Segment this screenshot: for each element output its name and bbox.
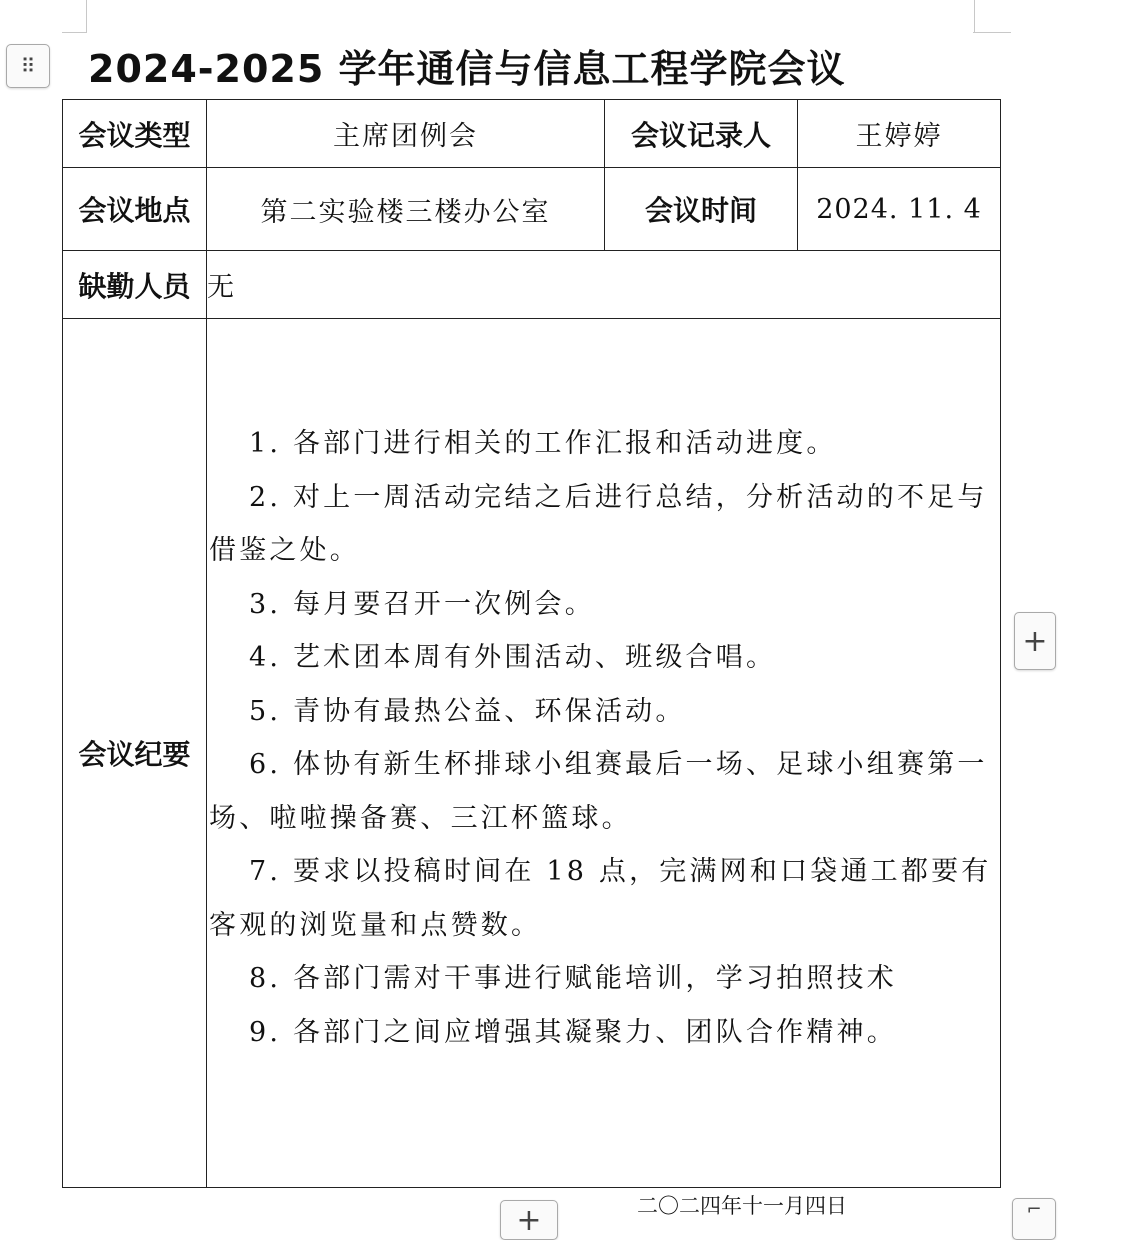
meeting-table <box>62 99 1001 1188</box>
table-row <box>63 100 1001 168</box>
minutes-item: 9. 各部门之间应增强其凝聚力、团队合作精神。 <box>249 1016 897 1048</box>
table-drag-handle[interactable] <box>6 44 50 88</box>
minutes-item: 8. 各部门需对干事进行赋能培训，学习拍照技术 <box>249 963 897 994</box>
meeting-type-value[interactable]: 主席团例会 <box>207 100 605 168</box>
minutes-item: 3. 每月要召开一次例会。 <box>249 588 595 620</box>
recorder-label: 会议记录人 <box>605 100 798 168</box>
absent-label: 缺勤人员 <box>63 251 207 319</box>
table-row <box>63 168 1001 251</box>
meeting-type-label: 会议类型 <box>63 100 207 168</box>
minutes-cell[interactable] <box>207 319 1001 1188</box>
absent-value[interactable]: 无 <box>207 251 1001 319</box>
drag-handle-icon: ⠿ <box>20 54 36 78</box>
time-value[interactable]: 2024. 11. 4 <box>798 168 1001 251</box>
minutes-item: 2. 对上一周活动完结之后进行总结，分析活动的不足与借鉴之处。 <box>209 481 988 566</box>
table-row <box>63 251 1001 319</box>
minutes-item: 7. 要求以投稿时间在 18 点，完满网和口袋通工都要有客观的浏览量和点赞数。 <box>209 856 992 941</box>
location-value[interactable]: 第二实验楼三楼办公室 <box>207 168 605 251</box>
page-corner-mark <box>62 32 87 34</box>
time-label: 会议时间 <box>605 168 798 251</box>
add-row-button[interactable] <box>500 1200 558 1240</box>
plus-icon: + <box>516 1203 542 1238</box>
minutes-item: 4. 艺术团本周有外围活动、班级合唱。 <box>249 642 777 673</box>
document-title: 2024-2025 学年通信与信息工程学院会议 <box>88 47 846 91</box>
minutes-list <box>207 319 1000 1059</box>
table-corner-icon: ⌐ <box>1026 1199 1042 1220</box>
page-corner-mark <box>973 0 975 33</box>
page-corner-mark <box>973 32 1011 34</box>
page-corner-mark <box>86 0 89 33</box>
add-column-button[interactable] <box>1014 612 1056 670</box>
table-resize-button[interactable] <box>1012 1198 1056 1240</box>
minutes-item: 5. 青协有最热公益、环保活动。 <box>249 695 686 727</box>
table-row <box>63 319 1001 1188</box>
minutes-item: 1. 各部门进行相关的工作汇报和活动进度。 <box>249 428 837 459</box>
recorder-value[interactable]: 王婷婷 <box>798 100 1001 168</box>
location-label: 会议地点 <box>63 168 207 251</box>
minutes-item: 6. 体协有新生杯排球小组赛最后一场、足球小组赛第一场、啦啦操备赛、三江杯篮球。 <box>209 749 988 834</box>
footer-date: 二〇二四年十一月四日 <box>637 1194 847 1218</box>
plus-icon: + <box>1022 623 1048 659</box>
minutes-label: 会议纪要 <box>63 319 207 1188</box>
